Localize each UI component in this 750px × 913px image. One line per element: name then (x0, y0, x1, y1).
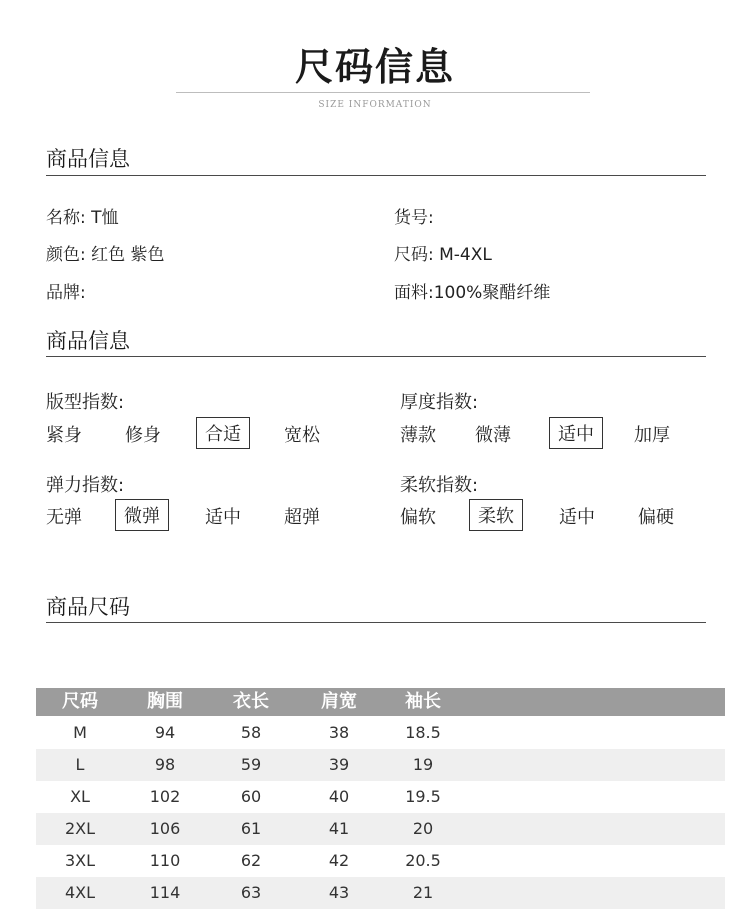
softness-option-soft-leaning: 偏软 (400, 507, 436, 528)
table-cell: 2XL (64, 819, 96, 838)
table-cell: 61 (240, 819, 262, 838)
title-divider (176, 92, 590, 93)
fit-option-slim: 修身 (125, 425, 161, 446)
table-cell: XL (70, 787, 90, 806)
elasticity-index-label: 弹力指数: (46, 475, 125, 496)
product-index-heading: 商品信息 (46, 329, 130, 353)
table-row (36, 877, 725, 909)
product-info-divider (46, 175, 706, 176)
softness-index-label: 柔软指数: (400, 475, 479, 496)
table-cell: 63 (240, 883, 262, 902)
table-cell: 18.5 (405, 723, 441, 742)
fit-option-tight: 紧身 (46, 425, 82, 446)
softness-option-hard: 偏硬 (638, 507, 674, 528)
table-cell: 20.5 (405, 851, 441, 870)
table-cell: 59 (240, 755, 262, 774)
table-cell: 94 (154, 723, 176, 742)
table-cell: 43 (328, 883, 350, 902)
thickness-option-thick: 加厚 (634, 425, 670, 446)
elasticity-option-none: 无弹 (46, 507, 82, 528)
size-table-heading: 商品尺码 (46, 595, 130, 619)
table-cell: 38 (328, 723, 350, 742)
table-cell: 19 (412, 755, 434, 774)
table-cell: 110 (149, 851, 181, 870)
fit-option-loose: 宽松 (284, 425, 320, 446)
table-cell: 58 (240, 723, 262, 742)
elasticity-option-medium: 适中 (205, 507, 241, 528)
table-cell: 98 (154, 755, 176, 774)
table-cell: 114 (149, 883, 181, 902)
size-table-header (36, 688, 725, 716)
product-sku: 货号: (394, 208, 434, 228)
table-cell: 41 (328, 819, 350, 838)
table-row (36, 813, 725, 845)
table-cell: 60 (240, 787, 262, 806)
thickness-option-medium-selected: 适中 (549, 417, 603, 449)
table-cell: 20 (412, 819, 434, 838)
softness-option-medium: 适中 (559, 507, 595, 528)
product-color: 颜色: 红色 紫色 (46, 245, 165, 265)
table-cell: 102 (149, 787, 181, 806)
product-size-range: 尺码: M-4XL (394, 245, 492, 265)
softness-option-soft-selected: 柔软 (469, 499, 523, 531)
table-cell: 106 (149, 819, 181, 838)
thickness-option-slightly-thin: 微薄 (475, 425, 511, 446)
product-info-heading: 商品信息 (46, 147, 130, 171)
column-header-sleeve: 袖长 (405, 691, 441, 712)
page-subtitle: SIZE INFORMATION (318, 100, 432, 110)
table-row (36, 845, 725, 877)
table-cell: 40 (328, 787, 350, 806)
elasticity-option-super: 超弹 (284, 507, 320, 528)
table-row (36, 749, 725, 781)
table-cell: 4XL (64, 883, 96, 902)
table-row (36, 717, 725, 749)
thickness-option-thin: 薄款 (400, 425, 436, 446)
table-cell: 62 (240, 851, 262, 870)
table-cell: 19.5 (405, 787, 441, 806)
size-table-divider (46, 622, 706, 623)
table-cell: L (75, 755, 85, 774)
table-cell: M (73, 723, 87, 742)
elasticity-option-slight-selected: 微弹 (115, 499, 169, 531)
table-cell: 39 (328, 755, 350, 774)
column-header-shoulder: 肩宽 (321, 691, 357, 712)
page-title: 尺码信息 (294, 45, 455, 89)
column-header-size: 尺码 (62, 691, 98, 712)
thickness-index-label: 厚度指数: (400, 392, 479, 413)
product-fabric: 面料:100%聚醋纤维 (394, 283, 551, 303)
table-cell: 42 (328, 851, 350, 870)
column-header-chest: 胸围 (147, 691, 183, 712)
column-header-length: 衣长 (233, 691, 269, 712)
table-cell: 3XL (64, 851, 96, 870)
table-row (36, 781, 725, 813)
table-cell: 21 (412, 883, 434, 902)
fit-option-regular-selected: 合适 (196, 417, 250, 449)
product-index-divider (46, 356, 706, 357)
fit-index-label: 版型指数: (46, 392, 125, 413)
product-name: 名称: T恤 (46, 208, 119, 228)
product-brand: 品牌: (46, 283, 86, 303)
